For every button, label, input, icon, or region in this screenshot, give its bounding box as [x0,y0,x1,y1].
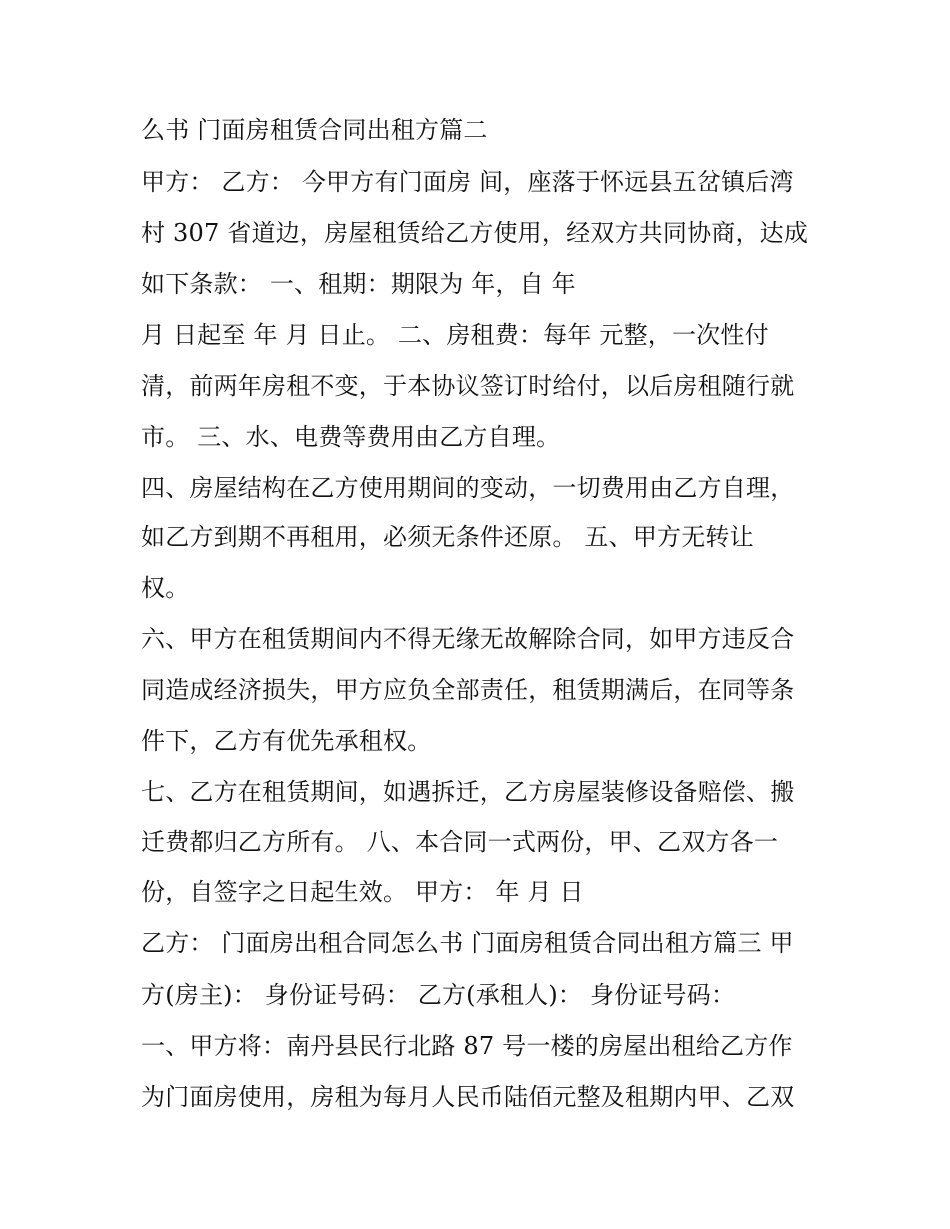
text-line: 迁费都归乙方所有。 八、本合同一式两份，甲、乙双方各一 [141,828,779,856]
text-line: 村 307 省道边，房屋租赁给乙方使用，经双方共同协商，达成 [141,219,809,247]
text-line: 权。 [141,574,190,602]
text-line: 六、甲方在租赁期间内不得无缘无故解除合同，如甲方违反合 [141,625,795,653]
text-line: 四、房屋结构在乙方使用期间的变动，一切费用由乙方自理， [141,474,795,502]
text-line: 乙方： 门面房出租合同怎么书 门面房租赁合同出租方篇三 甲 [141,929,794,957]
text-line: 么书 门面房租赁合同出租方篇二 [141,116,488,144]
text-line: 清，前两年房租不变，于本协议签订时给付，以后房租随行就 [141,372,795,400]
text-line: 件下，乙方有优先承租权。 [141,727,432,755]
text-line: 市。 三、水、电费等费用由乙方自理。 [141,423,561,451]
text-line: 七、乙方在租赁期间，如遇拆迁，乙方房屋装修设备赔偿、搬 [141,778,795,806]
text-line: 甲方： 乙方： 今甲方有门面房 间，座落于怀远县五岔镇后湾 [141,168,794,196]
text-line: 如乙方到期不再租用，必须无条件还原。 五、甲方无转让 [141,523,754,551]
text-line: 月 日起至 年 月 日止。 二、房租费：每年 元整，一次性付 [141,321,769,349]
text-line: 同造成经济损失，甲方应负全部责任，租赁期满后，在同等条 [141,676,795,704]
text-line: 为门面房使用，房租为每月人民币陆佰元整及租期内甲、乙双 [141,1083,795,1111]
text-line: 份，自签字之日起生效。 甲方： 年 月 日 [141,878,584,906]
text-line: 方(房主)： 身份证号码： 乙方(承租人)： 身份证号码： [141,981,736,1009]
text-line: 如下条款： 一、租期：期限为 年，自 年 [141,270,576,298]
text-line: 一、甲方将：南丹县民行北路 87 号一楼的房屋出租给乙方作 [141,1032,793,1060]
